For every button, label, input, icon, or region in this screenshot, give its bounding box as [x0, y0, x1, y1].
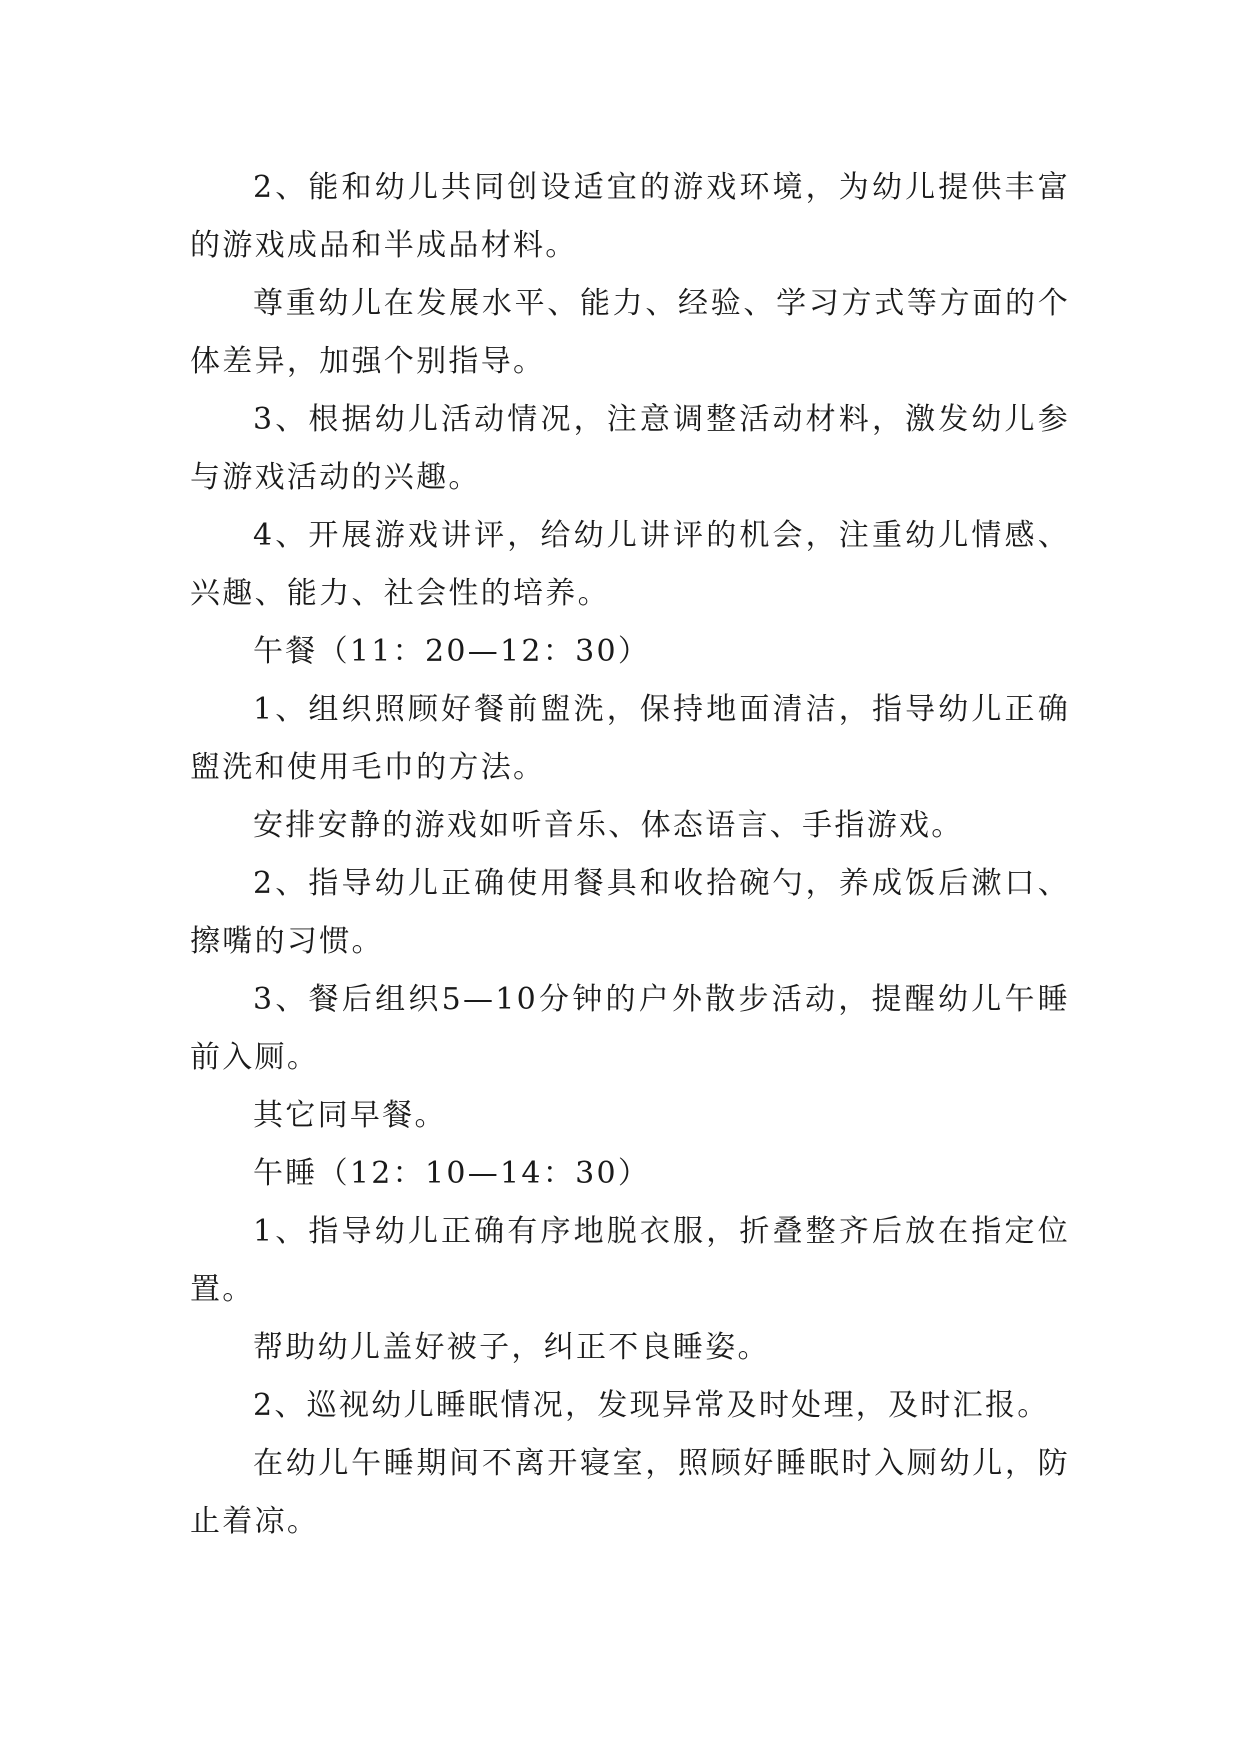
section-heading-nap: 午睡（12：10—14：30） — [253, 1156, 651, 1191]
paragraph: 在幼儿午睡期间不离开寝室，照顾好睡眠时入厕幼儿，防止着凉。 — [190, 1446, 1070, 1539]
paragraph: 1、组织照顾好餐前盥洗，保持地面清洁，指导幼儿正确盥洗和使用毛巾的方法。 — [190, 692, 1070, 785]
paragraph: 其它同早餐。 — [253, 1098, 447, 1133]
paragraph: 尊重幼儿在发展水平、能力、经验、学习方式等方面的个体差异，加强个别指导。 — [190, 286, 1070, 379]
paragraph: 2、指导幼儿正确使用餐具和收拾碗勺，养成饭后漱口、擦嘴的习惯。 — [190, 866, 1070, 959]
paragraph: 2、巡视幼儿睡眠情况，发现异常及时处理，及时汇报。 — [253, 1388, 1050, 1423]
paragraph: 2、能和幼儿共同创设适宜的游戏环境，为幼儿提供丰富的游戏成品和半成品材料。 — [190, 170, 1070, 263]
document-body — [190, 159, 1070, 1551]
paragraph: 4、开展游戏讲评，给幼儿讲评的机会，注重幼儿情感、兴趣、能力、社会性的培养。 — [190, 518, 1070, 611]
section-heading-lunch: 午餐（11：20—12：30） — [253, 634, 651, 669]
paragraph: 3、餐后组织5—10分钟的户外散步活动，提醒幼儿午睡前入厕。 — [190, 982, 1070, 1075]
paragraph: 安排安静的游戏如听音乐、体态语言、手指游戏。 — [253, 808, 964, 843]
paragraph: 3、根据幼儿活动情况，注意调整活动材料，激发幼儿参与游戏活动的兴趣。 — [190, 402, 1070, 495]
paragraph: 1、指导幼儿正确有序地脱衣服，折叠整齐后放在指定位置。 — [190, 1214, 1070, 1307]
paragraph: 帮助幼儿盖好被子，纠正不良睡姿。 — [253, 1330, 770, 1365]
